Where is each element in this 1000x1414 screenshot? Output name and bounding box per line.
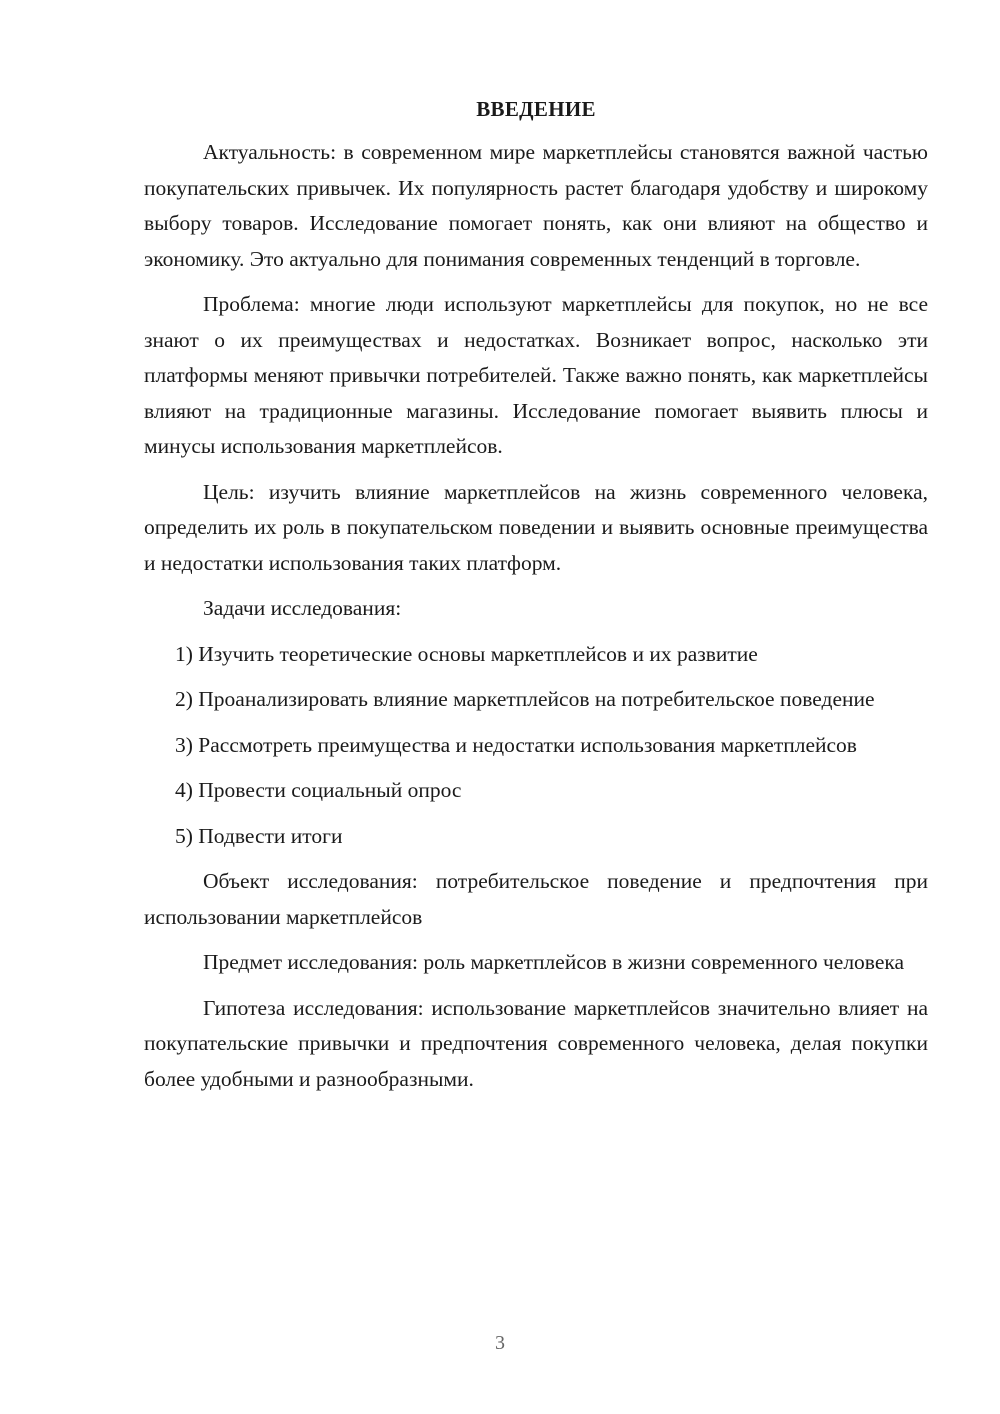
task-item: 3) Рассмотреть преимущества и недостатки использования маркетплейсов: [175, 732, 857, 757]
page-title: ВВЕДЕНИЕ: [476, 97, 596, 121]
task-item: 2) Проанализировать влияние маркетплейсов на потребительское поведение: [175, 687, 875, 711]
paragraph-hypothesis: Гипотеза исследования: использование маркетплейсов значительно влияет на покупательские привычки и предпочтения современного человека, делая покупки более удобными и разнообразными.: [144, 995, 928, 1091]
paragraph-subject: Предмет исследования: роль маркетплейсов в жизни современного человека: [203, 950, 905, 974]
paragraph-problem: Проблема: многие люди используют маркетплейсы для покупок, но не все знают о их преимуществах и недостатках. Возникает вопрос, насколько эти платформы меняют привычки потребителей. Также важно понять, как маркетплейсы влияют на традиционные магазины. Исследование помогает выявить плюсы и минусы использования маркетплейсов.: [144, 292, 928, 458]
task-item: 1) Изучить теоретические основы маркетплейсов и их развитие: [175, 641, 758, 666]
tasks-heading: Задачи исследования:: [203, 596, 402, 620]
page-number: 3: [495, 1332, 505, 1354]
paragraph-goal: Цель: изучить влияние маркетплейсов на жизнь современного человека, определить их роль в покупательском поведении и выявить основные преимущества и недостатки использования таких платформ.: [144, 479, 928, 575]
document-page: [144, 92, 928, 1107]
paragraph-object: Объект исследования: потребительское поведение и предпочтения при использовании маркетплейсов: [144, 869, 928, 929]
task-item: 5) Подвести итоги: [175, 823, 343, 848]
task-item: 4) Провести социальный опрос: [175, 778, 462, 802]
paragraph-relevance: Актуальность: в современном мире маркетплейсы становятся важной частью покупательских привычек. Их популярность растет благодаря удобству и широкому выбору товаров. Исследование помогает понять, как они влияют на общество и экономику. Это актуально для понимания современных тенденций в торговле.: [144, 140, 928, 271]
